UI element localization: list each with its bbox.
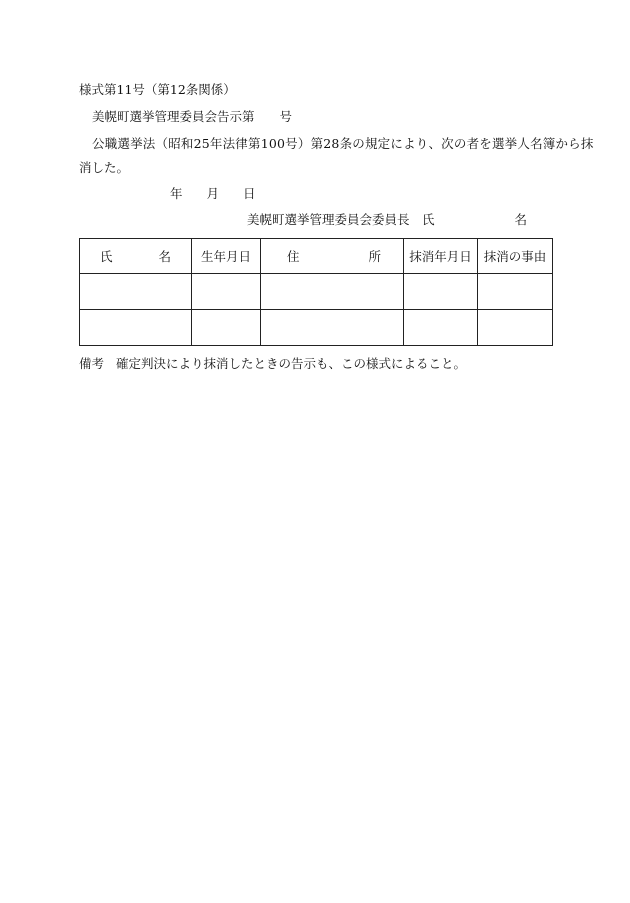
date-line <box>170 186 256 202</box>
cell-name <box>80 310 192 346</box>
cell-deleted-date <box>404 274 478 310</box>
year-label: 年 <box>170 186 183 201</box>
cell-birthdate <box>192 310 261 346</box>
cell-address <box>261 274 404 310</box>
remark-label: 備考 <box>79 356 105 371</box>
header-name: 氏 名 <box>80 239 192 274</box>
notice-number: 美幌町選挙管理委員会告示第 号 <box>92 109 293 124</box>
cell-birthdate <box>192 274 261 310</box>
header-birthdate: 生年月日 <box>192 239 261 274</box>
header-deleted-date: 抹消年月日 <box>404 239 478 274</box>
notice-body-line-1: 公職選挙法（昭和25年法律第100号）第28条の規定により、次の者を選挙人名簿から抹 <box>92 136 594 151</box>
remark-text: 確定判決により抹消したときの告示も、この様式によること。 <box>116 356 467 371</box>
table-row <box>80 310 553 346</box>
signer-name-char: 名 <box>514 212 528 227</box>
cell-reason <box>478 274 553 310</box>
cell-reason <box>478 310 553 346</box>
deletion-table <box>79 238 553 346</box>
header-reason: 抹消の事由 <box>478 239 553 274</box>
cell-deleted-date <box>404 310 478 346</box>
day-label: 日 <box>243 186 256 201</box>
signer-line <box>247 212 527 228</box>
form-number: 様式第11号（第12条関係） <box>79 82 236 97</box>
table-header-row <box>80 239 553 274</box>
remark <box>79 356 466 372</box>
table-row <box>80 274 553 310</box>
cell-name <box>80 274 192 310</box>
signer-title: 美幌町選挙管理委員会委員長 氏 <box>247 212 435 227</box>
notice-body-line-2: 消した。 <box>79 160 130 175</box>
header-address: 住 所 <box>261 239 404 274</box>
month-label: 月 <box>206 186 220 201</box>
cell-address <box>261 310 404 346</box>
